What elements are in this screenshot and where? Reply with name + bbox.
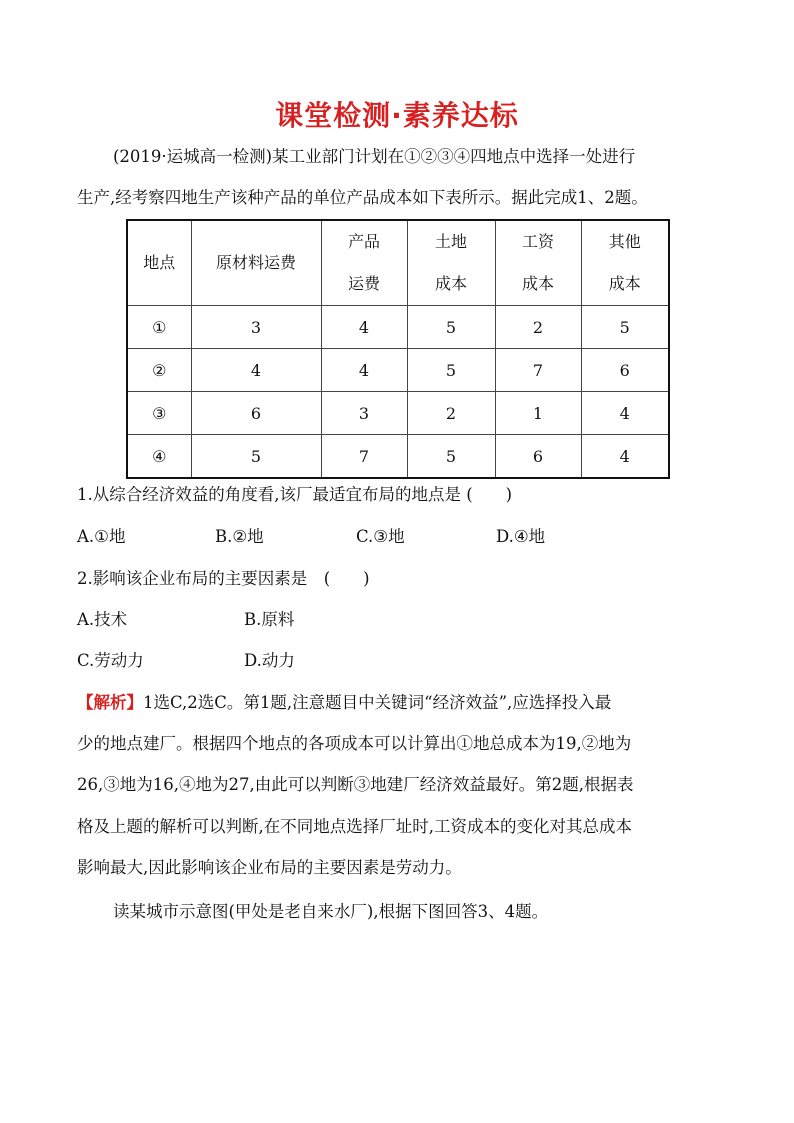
- q1-option-d[interactable]: D.④地: [496, 527, 546, 546]
- next-question-intro: 读某城市示意图(甲处是老自来水厂),根据下图回答3、4题。: [113, 902, 549, 921]
- table-cell: 1: [495, 392, 581, 435]
- table-cell: 5: [407, 349, 495, 392]
- table-cell: 4: [581, 435, 669, 479]
- analysis-text-1: 1选C,2选C。第1题,注意题目中关键词“经济效益”,应选择投入最: [143, 693, 612, 712]
- table-cell: 4: [581, 392, 669, 435]
- table-cell: 7: [321, 435, 407, 479]
- intro-line-2: 生产,经考察四地生产该种产品的单位产品成本如下表所示。据此完成1、2题。: [77, 188, 648, 207]
- analysis-label: 【解析】: [77, 693, 143, 712]
- table-header-cell: 工资 成本: [495, 220, 581, 306]
- analysis-line-2: 少的地点建厂。根据四个地点的各项成本可以计算出①地总成本为19,②地为: [77, 734, 632, 753]
- cost-table: [126, 219, 670, 479]
- table-header-cell: 产品 运费: [321, 220, 407, 306]
- table-cell: ③: [127, 392, 191, 435]
- table-cell: 2: [495, 306, 581, 349]
- table-cell: 6: [495, 435, 581, 479]
- table-cell: 6: [581, 349, 669, 392]
- analysis-line-1: [77, 695, 611, 712]
- table-row: [127, 349, 669, 392]
- question-1: 1.从综合经济效益的角度看,该厂最适宜布局的地点是 ( ): [77, 485, 513, 504]
- q2-option-a[interactable]: A.技术: [77, 610, 128, 629]
- page-title: 课堂检测·素养达标: [275, 99, 519, 132]
- table-row: [127, 306, 669, 349]
- table-row: [127, 435, 669, 479]
- table-cell: 5: [191, 435, 321, 479]
- q1-option-a[interactable]: A.①地: [77, 527, 126, 546]
- table-cell: 3: [191, 306, 321, 349]
- q2-option-c[interactable]: C.劳动力: [77, 651, 144, 670]
- table-cell: 5: [407, 435, 495, 479]
- table-cell: 5: [581, 306, 669, 349]
- table-cell: 4: [321, 349, 407, 392]
- table-cell: ①: [127, 306, 191, 349]
- table-cell: 6: [191, 392, 321, 435]
- q1-option-c[interactable]: C.③地: [356, 527, 405, 546]
- analysis-line-4: 格及上题的解析可以判断,在不同地点选择厂址时,工资成本的变化对其总成本: [77, 817, 632, 836]
- table-cell: 2: [407, 392, 495, 435]
- table-cell: 4: [321, 306, 407, 349]
- q2-option-d[interactable]: D.动力: [244, 651, 295, 670]
- table-header-cell: 地点: [127, 220, 191, 306]
- table-header-cell: 其他 成本: [581, 220, 669, 306]
- table-cell: 4: [191, 349, 321, 392]
- table-cell: ④: [127, 435, 191, 479]
- analysis-line-3: 26,③地为16,④地为27,由此可以判断③地建厂经济效益最好。第2题,根据表: [77, 775, 634, 794]
- table-header-cell: 原材料运费: [191, 220, 321, 306]
- question-2: 2.影响该企业布局的主要因素是 ( ): [77, 569, 370, 588]
- q1-option-b[interactable]: B.②地: [215, 527, 264, 546]
- table-header-row: [127, 220, 669, 306]
- table-cell: 3: [321, 392, 407, 435]
- analysis-line-5: 影响最大,因此影响该企业布局的主要因素是劳动力。: [77, 858, 462, 877]
- table-row: [127, 392, 669, 435]
- table-cell: 5: [407, 306, 495, 349]
- table-cell: 7: [495, 349, 581, 392]
- table-header-cell: 土地 成本: [407, 220, 495, 306]
- intro-line-1: (2019·运城高一检测)某工业部门计划在①②③④四地点中选择一处进行: [113, 147, 636, 166]
- q2-option-b[interactable]: B.原料: [244, 610, 295, 629]
- table-cell: ②: [127, 349, 191, 392]
